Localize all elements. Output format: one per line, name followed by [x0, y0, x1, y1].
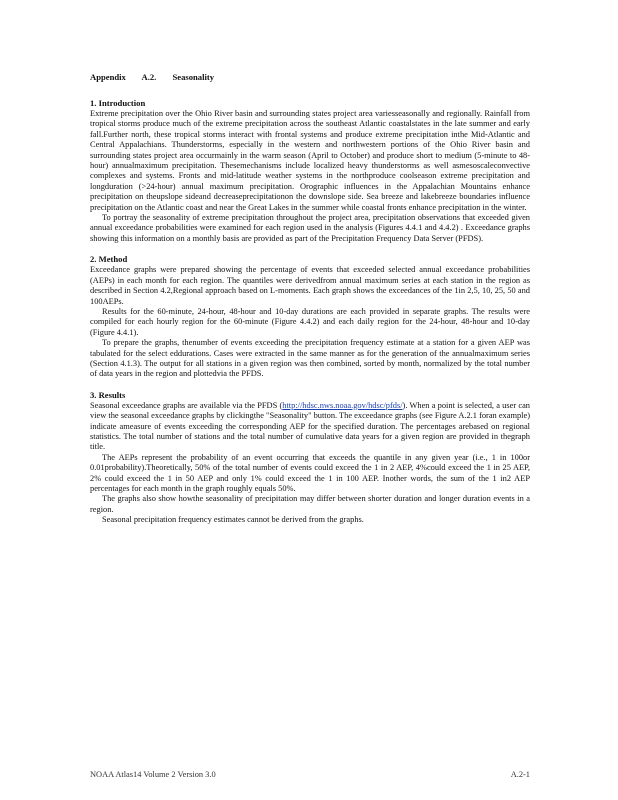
section-heading: 2. Method — [90, 254, 128, 265]
section-heading: 3. Results — [90, 389, 126, 400]
appendix-number: A.2. — [141, 72, 157, 82]
paragraph: Seasonal precipitation frequency estimates cannot be derived from the graphs. — [102, 515, 364, 525]
appendix-label: Appendix — [90, 72, 126, 82]
paragraph: Extreme precipitation over the Ohio River basin and surrounding states project area variesseasonally and regionally. Rainfall from tropical storms produce much of the extreme precipitation across the southeast Atlantic coastalstates in the late summer and early fall.Further north, these tropical storms interact with frontal systems and produce extreme precipitation inthe Mid-Atlantic and Central Appalachians. Thunderstorms, especially in the western and northwestern portions of the Ohio River basin and surrounding states project area occurmainly in the warm season (April to October) and produce short to medium (5-minute to 48-hour) annualmaximum precipitation. Thesemechanisms include localized heavy thunderstorms as well asmesoscaleconvective complexes and systems. Fronts and mid-latitude weather systems in the northproduce coolseason extreme precipitation and longduration (>24-hour) annual maximum precipitation. Orographic influences in the Appalachian Mountains enhance precipitation on theupslope sideand decreaseprecipitationon the downslope side. Sea breeze and lakebreeze boundaries influence precipitation on the Atlantic coast and near the Great Lakes in the summer while coastal fronts enhance precipitation in the winter. — [90, 109, 530, 212]
page-number: A.2-1 — [510, 770, 530, 779]
section-results — [90, 390, 530, 526]
section-heading: 1. Introduction — [90, 98, 146, 108]
footer-publication: NOAA Atlas14 Volume 2 Version 3.0 — [90, 770, 216, 779]
paragraph-with-link: Seasonal exceedance graphs are available via the PFDS (http://hdsc.nws.noaa.gov/hdsc/pfds/). When a point is selected, a user can view the seasonal exceedance graphs by clickingthe "Seasonality" button. The exceedance graphs (see Figure A.2.1 foran example) indicate ameasure of events exceeding the corresponding AEP for the specified duration. The percentages arebased on regional statistics. The total number of stations and the total number of cumulative data years for a given region are provided in thegraph title. — [90, 400, 530, 452]
paragraph: The AEPs represent the probability of an event occurring that exceeds the quantile in any given year (i.e., 1 in 100or 0.01probability).Theoretically, 50% of the total number of events could exceed the 1 in 2 AEP, 4%could exceed the 1 in 25 AEP, 2% could exceed the 1 in 50 AEP and only 1% could exceed the 1 in 100 AEP. Inother words, the sum of the 1 in2 AEP percentages for each month in the graph roughly equals 50%. — [90, 452, 530, 493]
section-introduction — [90, 98, 530, 244]
pfds-link[interactable]: http://hdsc.nws.noaa.gov/hdsc/pfds/ — [282, 400, 403, 410]
paragraph: Exceedance graphs were prepared showing the percentage of events that exceeded selected annual exceedance probabilities (AEPs) in each month for each region. The quantiles were derivedfrom annual maximum series at each station in the region as described in Section 4.2,Regional approach based on L-moments. Each graph shows the exceedances of the 1in 2,5, 10, 25, 50 and 100AEPs. — [90, 265, 530, 306]
paragraph: The graphs also show howthe seasonality of precipitation may differ between shorter duration and longer duration events in a region. — [90, 494, 530, 514]
appendix-name: Seasonality — [172, 72, 215, 82]
paragraph: To portray the seasonality of extreme precipitation throughout the project area, precipitation observations that exceeded given annual exceedance probabilities were examined for each region used in the analysis (Figures 4.4.1 and 4.4.2) . Exceedance graphs showing this information on a monthly basis are provided as part of the Precipitation Frequency Data Server (PFDS). — [90, 213, 530, 243]
page-footer — [90, 770, 530, 779]
paragraph: Results for the 60-minute, 24-hour, 48-hour and 10-day durations are each provided in separate graphs. The results were compiled for each hourly region for the 60-minute (Figure 4.4.2) and each daily region for the 24-hour, 48-hour and 10-day (Figure 4.4.1). — [90, 306, 530, 337]
paragraph: To prepare the graphs, thenumber of events exceeding the precipitation frequency estimate at a station for a given AEP was tabulated for the select eddurations. Cases were extracted in the same manner as for the generation of the annualmaximum series (Section 4.1.3). The output for all stations in a given region was then combined, sorted by month, normalized by the total number of data years in the region and plottedvia the PFDS. — [90, 338, 530, 379]
document-page — [90, 72, 530, 536]
appendix-title — [90, 72, 530, 82]
section-method — [90, 254, 530, 379]
